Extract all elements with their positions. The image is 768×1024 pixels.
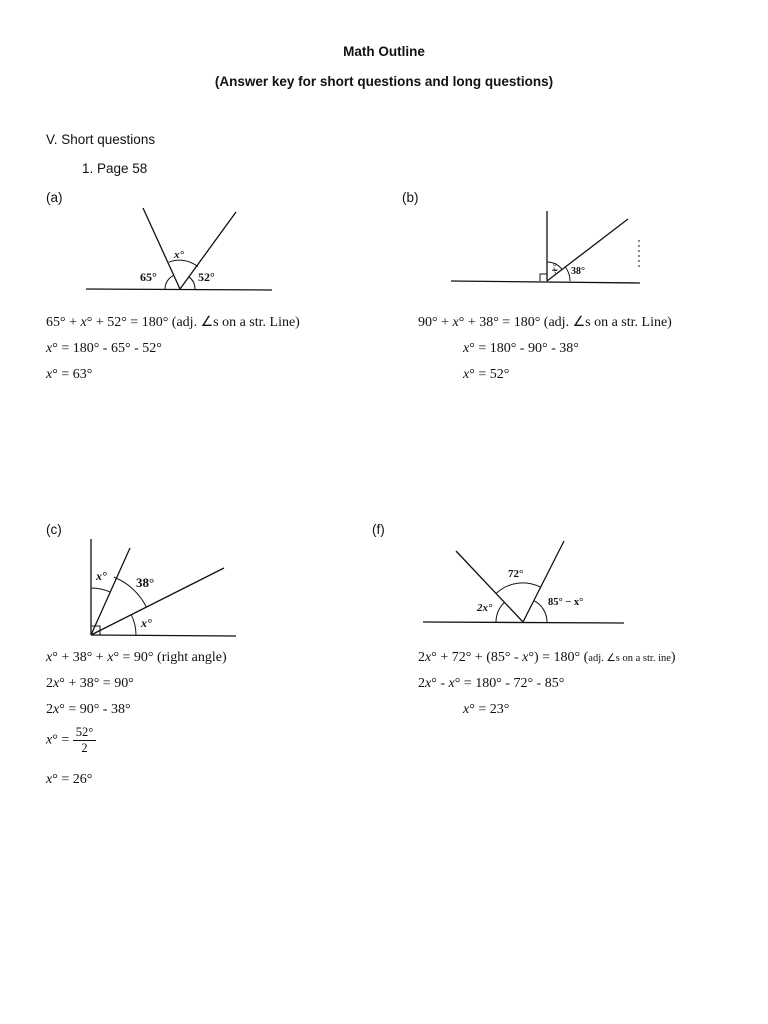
page-subtitle: (Answer key for short questions and long questions) <box>214 74 554 89</box>
question-number: 1. Page 58 <box>82 161 148 176</box>
fig-f-right-angle: 85° − x° <box>548 597 584 608</box>
fig-f-arc-right <box>534 601 547 622</box>
part-c-eq1: x° + 38° + x° = 90° (right angle) <box>46 650 227 665</box>
fig-f-arc-left <box>496 602 505 622</box>
part-f-eq3: x° = 23° <box>463 702 510 717</box>
fig-f-arc-top <box>496 583 540 594</box>
part-c-eq5: x° = 26° <box>46 772 93 787</box>
fig-a-left-angle: 65° <box>140 270 157 284</box>
fig-a-x-label: x° <box>174 249 184 261</box>
part-f-eq2: 2x° - x° = 180° - 72° - 85° <box>418 676 565 691</box>
fraction-numerator: 52° <box>73 725 97 741</box>
part-b-eq1: 90° + x° + 38° = 180° (adj. ∠s on a str. Line) <box>418 315 672 330</box>
part-a-label: (a) <box>46 190 63 205</box>
part-b-label: (b) <box>402 190 419 205</box>
fraction-denominator: 2 <box>81 741 88 755</box>
section-heading: V. Short questions <box>46 132 156 147</box>
fig-b-x-label: x° <box>548 261 563 275</box>
part-c-eq4: x° = $\frac{52^\circ}{2}$ <box>46 725 96 756</box>
fig-c-x-top-label: x° <box>96 569 107 583</box>
part-b-eq3: x° = 52° <box>463 367 510 382</box>
part-c-label: (c) <box>46 522 62 537</box>
fig-f-left-angle: 2x° <box>477 602 493 614</box>
fig-c-x-bottom-label: x° <box>141 616 152 630</box>
part-f-eq1: 2x° + 72° + (85° - x°) = 180° (adj. ∠s on a str. ine) <box>418 650 676 665</box>
fig-f-top-angle: 72° <box>508 568 524 580</box>
fig-b-angle-label: 38° <box>571 266 585 277</box>
fig-c-angle-label: 38° <box>136 575 155 590</box>
part-c-eq2: 2x° + 38° = 90° <box>46 676 134 691</box>
part-c-eq3: 2x° = 90° - 38° <box>46 702 131 717</box>
part-a-eq1: 65° + x° + 52° = 180° (adj. ∠s on a str. Line) <box>46 315 300 330</box>
part-f-label: (f) <box>372 522 385 537</box>
fig-a-right-angle: 52° <box>198 270 215 284</box>
part-a-eq2: x° = 180° - 65° - 52° <box>46 341 162 356</box>
part-b-eq2: x° = 180° - 90° - 38° <box>463 341 579 356</box>
page-title: Math Outline <box>343 44 425 59</box>
part-a-eq3: x° = 63° <box>46 367 93 382</box>
